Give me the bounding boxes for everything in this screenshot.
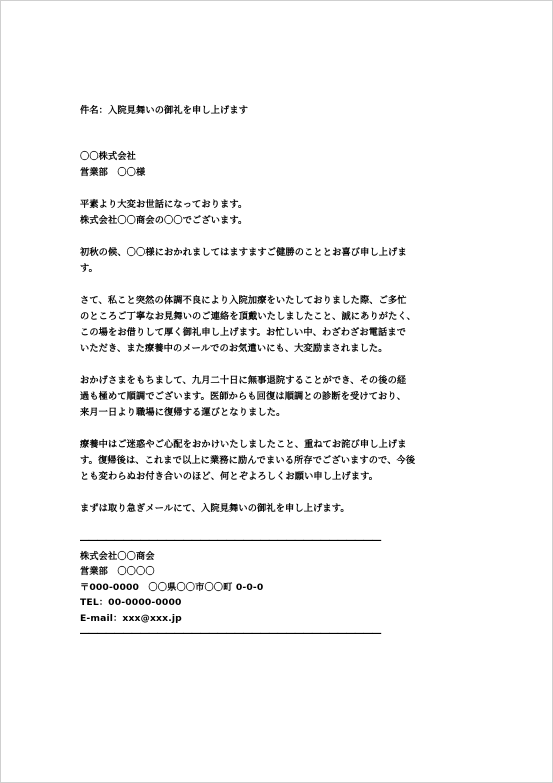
- signature-person: 営業部 〇〇〇〇: [80, 566, 155, 577]
- season-line: 初秋の候、〇〇様におかれましてはますますご健勝のこととお喜び申し上げま: [80, 247, 407, 258]
- apology-paragraph: [80, 437, 480, 485]
- signature-block: [80, 533, 480, 642]
- thanks-line: のところご丁寧なお見舞いのご連絡を頂戴いたしましたこと、誠にありがたく、: [80, 311, 416, 322]
- signature-address: 〒000-0000 〇〇県〇〇市〇〇町 0-0-0: [80, 581, 264, 593]
- greeting-paragraph: [80, 197, 480, 229]
- signature-company: 株式会社〇〇商会: [80, 550, 155, 562]
- apology-line: 療養中はご迷惑やご心配をおかけいたしましたこと、重ねてお詫び申し上げま: [80, 439, 407, 450]
- subject-line: 件名：入院見舞いの御礼を申し上げます: [80, 105, 249, 116]
- signature-rule-bottom: ―――――――――――――――――――――――――――――――――――: [80, 628, 381, 639]
- greeting-line: 株式会社〇〇商会の〇〇でございます。: [80, 215, 248, 226]
- thanks-line: いただき、また療養中のメールでのお気遣いにも、大変励まされました。: [80, 343, 388, 354]
- recipient-person: 営業部 〇〇様: [80, 167, 146, 178]
- season-paragraph: [80, 245, 480, 277]
- recovery-line: 来月一日より職場に復帰する運びとなりました。: [80, 407, 286, 418]
- apology-line: とも変わらぬお付き合いのほど、何とぞよろしくお願い申し上げます。: [80, 471, 379, 482]
- letter-body: [80, 103, 480, 642]
- signature-rule-top: ―――――――――――――――――――――――――――――――――――: [80, 535, 381, 546]
- signature-tel: TEL：00-0000-0000: [80, 597, 182, 608]
- season-line: す。: [80, 263, 98, 274]
- recovery-line: おかげさまをもちまして、九月二十日に無事退院することができ、その後の経: [80, 375, 407, 386]
- recipient-company: 〇〇株式会社: [80, 151, 137, 162]
- apology-line: す。復帰後は、これまで以上に業務に励んでまいる所存でございますので、今後: [80, 455, 416, 466]
- recovery-line: 過も極めて順調でございます。医師からも回復は順調との診断を受けており、: [80, 391, 407, 402]
- recovery-paragraph: [80, 373, 480, 421]
- thanks-line: さて、私こと突然の体調不良により入院加療をいたしておりました際、ご多忙: [80, 295, 407, 306]
- thanks-paragraph: [80, 293, 480, 357]
- thanks-line: この場をお借りして厚く御礼申し上げます。お忙しい中、わざわざお電話まで: [80, 327, 407, 338]
- recipient-block: [80, 149, 480, 181]
- signature-email: E-mail：xxx@xxx.jp: [80, 612, 182, 624]
- greeting-line: 平素より大変お世話になっております。: [80, 199, 248, 210]
- closing-line: まずは取り急ぎメールにて、入院見舞いの御礼を申し上げます。: [80, 503, 350, 514]
